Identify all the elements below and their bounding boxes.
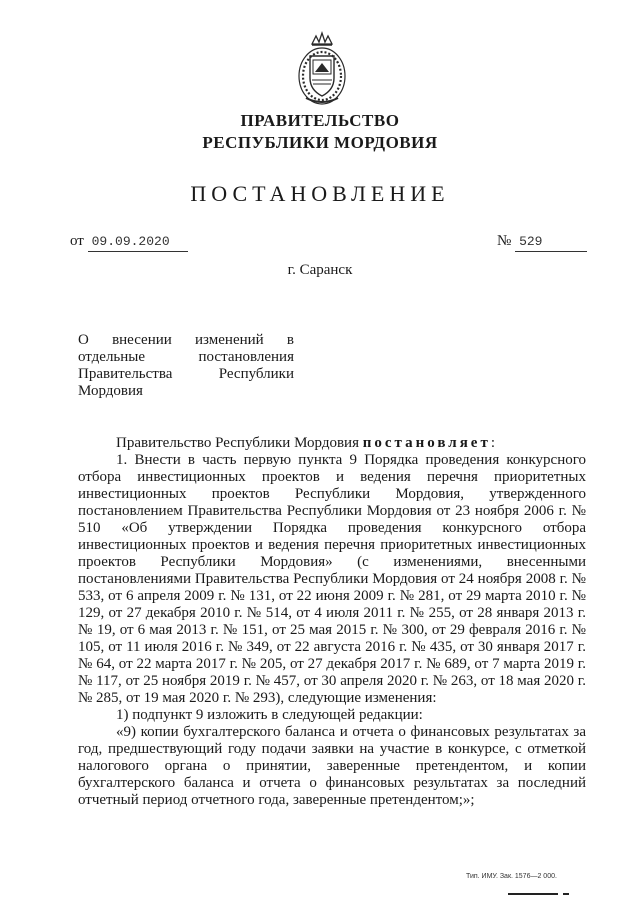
print-note: Тип. ИМУ. Зак. 1576—2 000. [466,873,557,880]
document-type-title: ПОСТАНОВЛЕНИЕ [190,181,450,206]
republic-emblem-icon [296,30,348,108]
intro-end: : [490,435,496,451]
intro-paragraph [78,435,586,452]
intro-start: Правительство Республики Мордовия [116,435,363,451]
number-value: 529 [515,233,587,252]
date-value: 09.09.2020 [88,233,188,252]
item-1-paragraph: 1. Внести в часть первую пункта 9 Порядка проведения конкурсного отбора инвестиционных проектов и ведения перечня приоритетных инвестиционных проектов Республики Мордовия, утвержденного постановлением Правительства Республики Мордовия от 23 ноября 2006 г. № 510 «Об утверждении Порядка проведения конкурсного отбора инвестиционных проектов и ведения перечня приоритетных инвестиционных проектов Республики Мордовия» (с изменениями, внесенными постановлениями Правительства Республики Мордовия от 24 ноября 2008 г. № 533, от 6 апреля 2009 г. № 131, от 22 июня 2009 г. № 281, от 29 марта 2010 г. № 129, от 27 декабря 2010 г. № 514, от 4 июля 2011 г. № 255, от 28 января 2013 г. № 19, от 6 мая 2013 г. № 151, от 25 мая 2015 г. № 300, от 29 февраля 2016 г. № 105, от 11 июля 2016 г. № 349, от 22 августа 2016 г. № 435, от 30 января 2017 г. № 64, от 22 марта 2017 г. № 205, от 27 декабря 2017 г. № 689, от 7 марта 2019 г. № 117, от 25 ноября 2019 г. № 457, от 30 апреля 2020 г. № 263, от 18 мая 2020 г. № 285, от 19 мая 2020 г. № 293), следующие изменения: [78,452,586,706]
item-1-1-paragraph: 1) подпункт 9 изложить в следующей редакции: [116,707,423,723]
scan-artifact [508,893,558,895]
government-title-line1: ПРАВИТЕЛЬСТВО [240,111,400,130]
decree-date [70,232,188,252]
quote-paragraph: «9) копии бухгалтерского баланса и отчета о финансовых результатах за год, предшествующий году подачи заявки на участие в конкурсе, с отметкой налогового органа о принятии, заверенные претендентом, и копии бухгалтерского баланса и отчета о финансовых результатах за последний отчетный период отчетного года, заверенные претендентом;»; [78,724,586,808]
intro-verb: постановляет [362,435,491,451]
date-prefix: от [70,233,84,249]
decree-subject: О внесении изменений в отдельные постановления Правительства Республики Мордовия [78,332,294,399]
scan-artifact-dot [563,893,569,895]
number-prefix: № [497,233,512,249]
decree-number [497,232,587,252]
decree-body [78,435,586,809]
government-title-line2: РЕСПУБЛИКИ МОРДОВИЯ [202,133,438,152]
city-name: г. Саранск [287,262,353,278]
